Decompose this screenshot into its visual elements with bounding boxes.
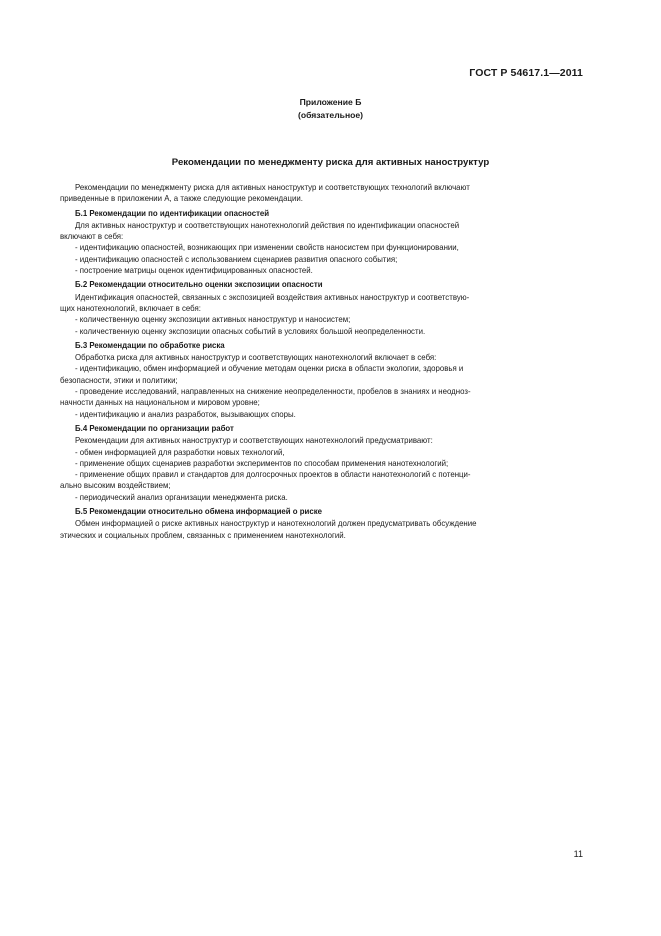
document-body — [60, 182, 581, 541]
list-item: - проведение исследований, направленных на снижение неопределенности, пробелов в знаниях и неодноз- — [75, 387, 471, 397]
section-heading-b3: Б.3 Рекомендации по обработке риска — [75, 340, 225, 350]
section-heading-b1: Б.1 Рекомендации по идентификации опасностей — [75, 208, 270, 218]
section-paragraph: Для активных наноструктур и соответствующих нанотехнологий действия по идентификации опасностей — [75, 220, 460, 230]
list-item: - построение матрицы оценок идентифицированных опасностей. — [75, 266, 313, 276]
section-heading-b4: Б.4 Рекомендации по организации работ — [75, 423, 234, 433]
appendix-status: (обязательное) — [297, 110, 364, 120]
list-item: - обмен информацией для разработки новых технологий, — [75, 447, 285, 457]
list-item: - количественную оценку экспозиции опасных событий в условиях большой неопределенности. — [75, 326, 426, 336]
section-heading-b2: Б.2 Рекомендации относительно оценки экспозиции опасности — [75, 280, 323, 290]
intro-paragraph-cont: приведенные в приложении А, а также следующие рекомендации. — [60, 194, 303, 204]
list-item: - идентификацию опасностей с использованием сценариев развития опасного события; — [75, 254, 398, 264]
appendix-label — [0, 96, 661, 122]
list-item: - идентификацию опасностей, возникающих при изменении свойств наносистем при функционировании, — [75, 243, 459, 253]
page-number: 11 — [573, 849, 583, 859]
document-code: ГОСТ Р 54617.1—2011 — [469, 67, 583, 79]
list-item: - идентификацию и анализ разработок, вызывающих споры. — [75, 409, 296, 419]
list-item: - количественную оценку экспозиции активных наноструктур и наносистем; — [75, 315, 351, 325]
list-item-cont: ально высоким воздействием; — [60, 481, 171, 491]
list-item: - периодический анализ организации менеджмента риска. — [75, 492, 288, 502]
section-paragraph-cont: включают в себя: — [60, 232, 124, 242]
section-paragraph: Рекомендации для активных наноструктур и соответствующих нанотехнологий предусматривают: — [75, 436, 433, 446]
list-item: - применение общих сценариев разработки экспериментов по способам применения нанотехнологий; — [75, 458, 449, 468]
intro-paragraph: Рекомендации по менеджменту риска для активных наноструктур и соответствующих технологий включают — [75, 183, 470, 192]
page-title: Рекомендации по менеджменту риска для активных наноструктур — [171, 157, 490, 168]
section-paragraph: Обмен информацией о риске активных наноструктур и нанотехнологий должен предусматривать обсуждение — [75, 519, 477, 529]
section-paragraph-cont: щих нанотехнологий, включает в себя: — [60, 303, 201, 313]
list-item: - идентификацию, обмен информацией и обучение методам оценки риска в области экологии, здоровья и — [75, 364, 464, 374]
list-item-cont: безопасности, этики и политики; — [60, 375, 178, 385]
section-paragraph: Обработка риска для активных наноструктур и соответствующих нанотехнологий включает в себя: — [75, 353, 437, 363]
section-paragraph-cont: этических и социальных проблем, связанных с применением нанотехнологий. — [60, 530, 346, 540]
appendix-title: Приложение Б — [299, 97, 362, 107]
list-item: - применение общих правил и стандартов для долгосрочных проектов в области нанотехнологий с потенци- — [75, 470, 471, 480]
section-heading-b5: Б.5 Рекомендации относительно обмена информацией о риске — [75, 507, 322, 517]
list-item-cont: начности данных на национальном и мировом уровне; — [60, 398, 260, 408]
section-paragraph: Идентификация опасностей, связанных с экспозицией воздействия активных наноструктур и соответствую- — [75, 292, 470, 302]
